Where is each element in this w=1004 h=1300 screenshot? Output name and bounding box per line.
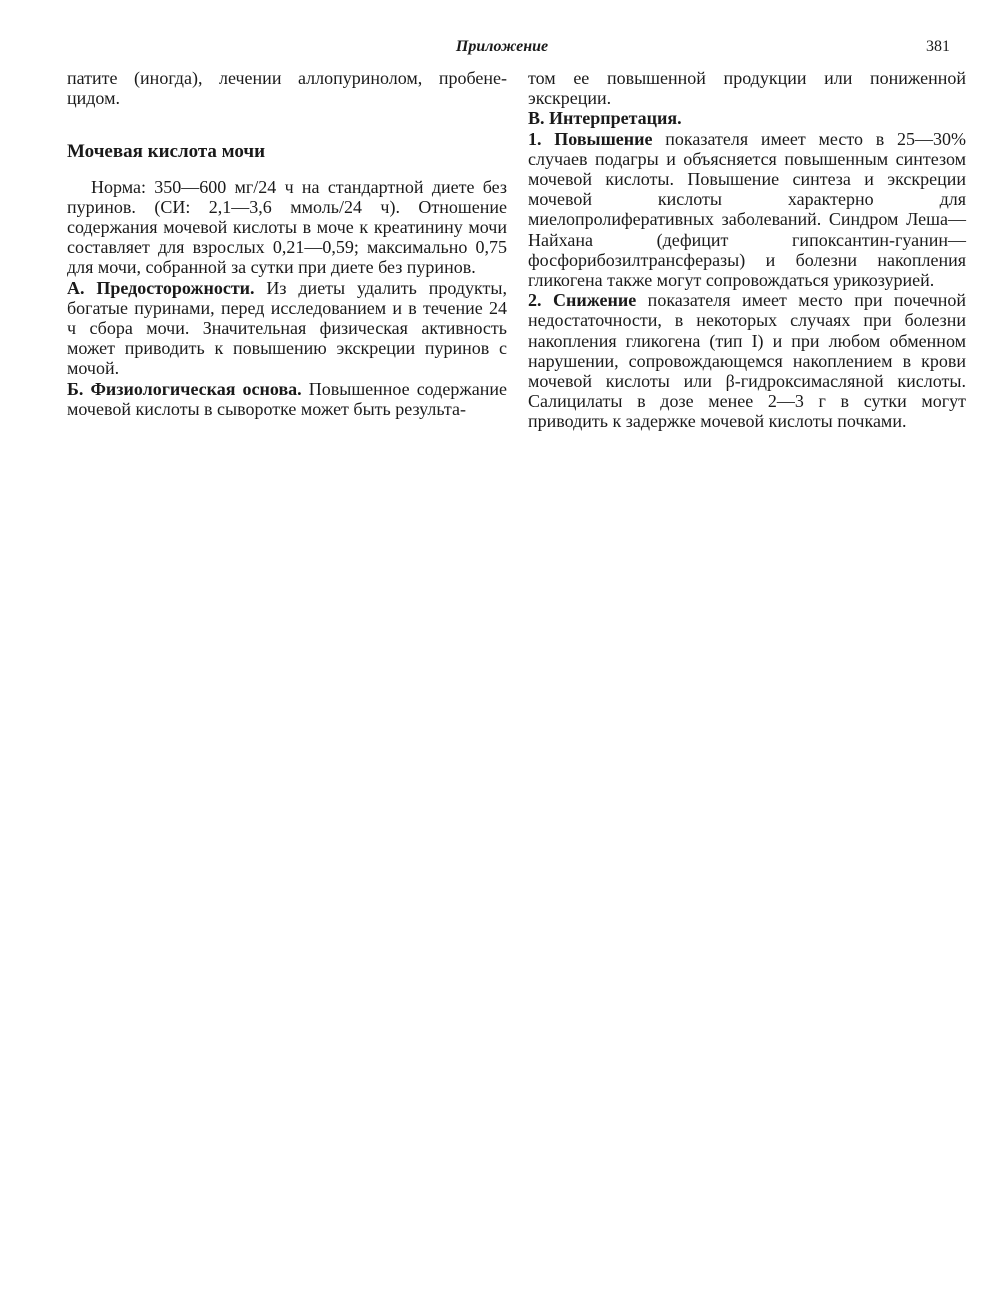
left-column [67, 68, 507, 419]
physiology-paragraph [67, 379, 507, 419]
running-title: Приложение [455, 38, 549, 55]
norm-paragraph: Норма: 350—600 мг/24 ч на стандартной диете без пуринов. (СИ: 2,1—3,6 ммоль/24 ч). Отношение содержания мочевой кислоты в моче к креатинину мочи составляет для взрослых 0,21—0,59; максимально 0,75 для мочи, собранной за сутки при диете без пуринов. [67, 176, 507, 278]
right-column [528, 68, 966, 432]
decrease-paragraph [528, 290, 966, 431]
precautions-label: А. Предосторожности. [67, 277, 255, 298]
continuation-paragraph-right: том ее повышенной продукции или пониженной экскреции. [528, 68, 966, 109]
physiology-label: Б. Физиологическая основа. [67, 378, 302, 399]
section-title: Мочевая кислота мочи [67, 141, 266, 163]
continuation-paragraph-left: патите (иногда), лечении аллопуринолом, пробене-цидом. [67, 68, 507, 109]
page-number: 381 [926, 38, 950, 55]
increase-text: показателя имеет место в 25—30% случаев подагры и объясняется повышенным синтезом мочевой кислоты. Повышение синтеза и экскреции мочевой кислоты характерно для миелопролиферативных заболеваний. Синдром Леша—Найхана (дефицит гипоксантин-гуанин—фосфорибозилтрансферазы) и болезни накопления гликогена также могут сопровождаться урикозурией. [528, 128, 966, 291]
precautions-paragraph [67, 278, 507, 379]
increase-paragraph [528, 129, 966, 291]
precautions-text: Из диеты удалить продукты, богатые пуринами, перед исследованием и в течение 24 ч сбора мочи. Значительная физическая активность может приводить к повышению экскреции пуринов с мочой. [67, 277, 507, 379]
physiology-text: Повышенное содержание мочевой кислоты в сыворотке может быть результа- [67, 378, 507, 419]
interpretation-heading: В. Интерпретация. [528, 108, 682, 129]
decrease-label: 2. Снижение [528, 290, 637, 311]
decrease-text: показателя имеет место при почечной недостаточности, в некоторых случаях при болезни накопления гликогена (тип I) и при любом обменном нарушении, сопровождающемся накоплением в крови мочевой кислоты или β-гидроксимасляной кислоты. Салицилаты в дозе менее 2—3 г в сутки могут приводить к задержке мочевой кислоты почками. [528, 290, 966, 432]
increase-label: 1. Повышение [528, 128, 653, 149]
